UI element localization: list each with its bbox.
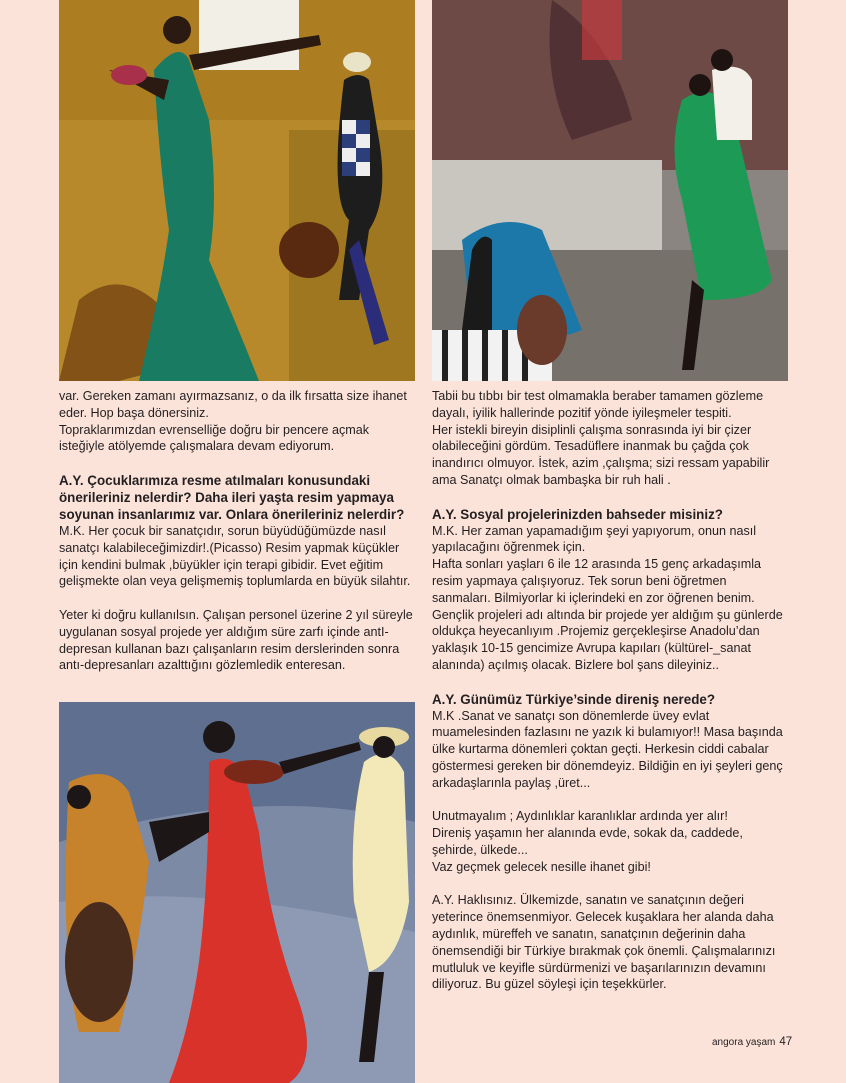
right-paragraph-2: Her istekli bireyin disiplinli çalışma sonrasında iyi bir çizer olabileceğini gördüm. Tesadüflere inanmak bu çağda çok inandırıcı olmuyor. İstek, azim ,çalışma; sizi ressam yapabilir ama Sanatçı olmak bambaşka bir ruh hali . bbox=[432, 422, 770, 487]
answer-resistance: M.K .Sanat ve sanatçı son dönemlerde üvey evlat muamelesinden fazlasını ne yazık ki bulamıyor!! Masa başında ülke kurtarma dönemleri çoktan geçti. Herkesin ciddi cabalar göstermesi gereken bir dönemdeyiz. Bildiğin en iyi şeyleri genç arkadaşlarınla paylaş ,üret... bbox=[432, 708, 783, 790]
left-column bbox=[59, 388, 415, 674]
answer-social-projects-2: Hafta sonları yaşları 6 ile 12 arasında 15 genç arkadaşımla resim yapmaya çalışıyoruz. Tek sorun beni öğretmen sanmaları. Bilmiyorlar ki içlerindeki en zor öğrenen benim. Gençlik projeleri adı altında bir projede yer aldığım şu günlerde oldukça heyecanlıyım .Projemiz gerçekleşirse Anadolu’dan yaklaşık 10-15 gencimize Avrupa kapıları (kültürel-_sanat alanında) açılmış olacak. Bizlere bol şans dileyiniz.. bbox=[432, 557, 783, 672]
magazine-name: angora yaşam bbox=[712, 1037, 776, 1048]
painting-dancers-green-blue bbox=[432, 0, 788, 381]
question-resistance: A.Y. Günümüz Türkiye’sinde direniş nerede? bbox=[432, 691, 716, 707]
painting-violinist-red-dress bbox=[59, 702, 415, 1083]
resistance-line-3: Vaz geçmek gelecek nesille ihanet gibi! bbox=[432, 859, 651, 874]
question-social-projects: A.Y. Sosyal projelerinizden bahseder misiniz? bbox=[432, 506, 723, 522]
painting-violinist-red-dress-art bbox=[59, 702, 415, 1083]
left-paragraph-1: var. Gereken zamanı ayırmazsanız, o da ilk fırsatta size ihanet eder. Hop başa dönersiniz. bbox=[59, 389, 407, 420]
closing-remark: A.Y. Haklısınız. Ülkemizde, sanatın ve sanatçının değeri yeterince önemsenmiyor. Gelecek kuşaklara her alanda daha aydınlık, müreffeh ve sanatın, sanatçının değerinin daha önemsendiği bir Türkiye bırakmak çok önemli. Çalışmalarınızı mutluluk ve keyifle sürdürmenizi ve başarılarınızın devamını diliyoruz. Bu güzel söyleşi için teşekkürler. bbox=[432, 893, 776, 992]
resistance-line-2: Direniş yaşamın her alanında evde, sokak da, caddede, şehirde, ülkede... bbox=[432, 826, 743, 857]
painting-violinist-green-dress-art bbox=[59, 0, 415, 381]
answer-social-project: Yeter ki doğru kullanılsın. Çalışan personel üzerine 2 yıl süreyle uygulanan sosyal projede yer aldığım süre zarfı içinde antI-depresan kullanan bazı çalışanların resim derslerinden sonra antı-depresanları azalttığını gözlemledik enteresan. bbox=[59, 607, 413, 673]
page-number: 47 bbox=[779, 1036, 793, 1048]
page-footer bbox=[712, 1036, 792, 1048]
right-paragraph-1: Tabii bu tıbbı bir test olmamakla beraber tamamen gözleme dayalı, iyilik hallerinde pozitif yönde iyileşmeler tespiti. bbox=[432, 389, 764, 420]
answer-social-projects-1: M.K. Her zaman yapamadığım şeyi yapıyorum, onun nasıl yapılacağını öğrenmek için. bbox=[432, 523, 757, 555]
painting-dancers-green-blue-art bbox=[432, 0, 788, 381]
right-column bbox=[432, 388, 784, 993]
answer-children-art: M.K. Her çocuk bir sanatçıdır, sorun büyüdüğümüzde nasıl sanatçı kalabileceğimizdir!.(Picasso) Resim yapmak küçükler için kendini bulmak ,büyükler için terapi gibidir. Evet eğitim gelişmekte olan veya gelişmemiş toplumlarda en büyük silahtır. bbox=[59, 523, 411, 589]
resistance-line-1: Unutmayalım ; Aydınlıklar karanlıklar ardında yer alır! bbox=[432, 809, 728, 824]
question-children-art: A.Y. Çocuklarımıza resme atılmaları konusundaki önerileriniz nelerdir? Daha ileri yaşta resim yapmaya soyunan insanlarımız var. Onlara önerileriniz nelerdir? bbox=[59, 472, 405, 522]
painting-violinist-green-dress bbox=[59, 0, 415, 381]
left-paragraph-2: Topraklarımızdan evrenselliğe doğru bir pencere açmak isteğiyle atölyemde çalışmalara devam ediyorum. bbox=[59, 422, 370, 454]
